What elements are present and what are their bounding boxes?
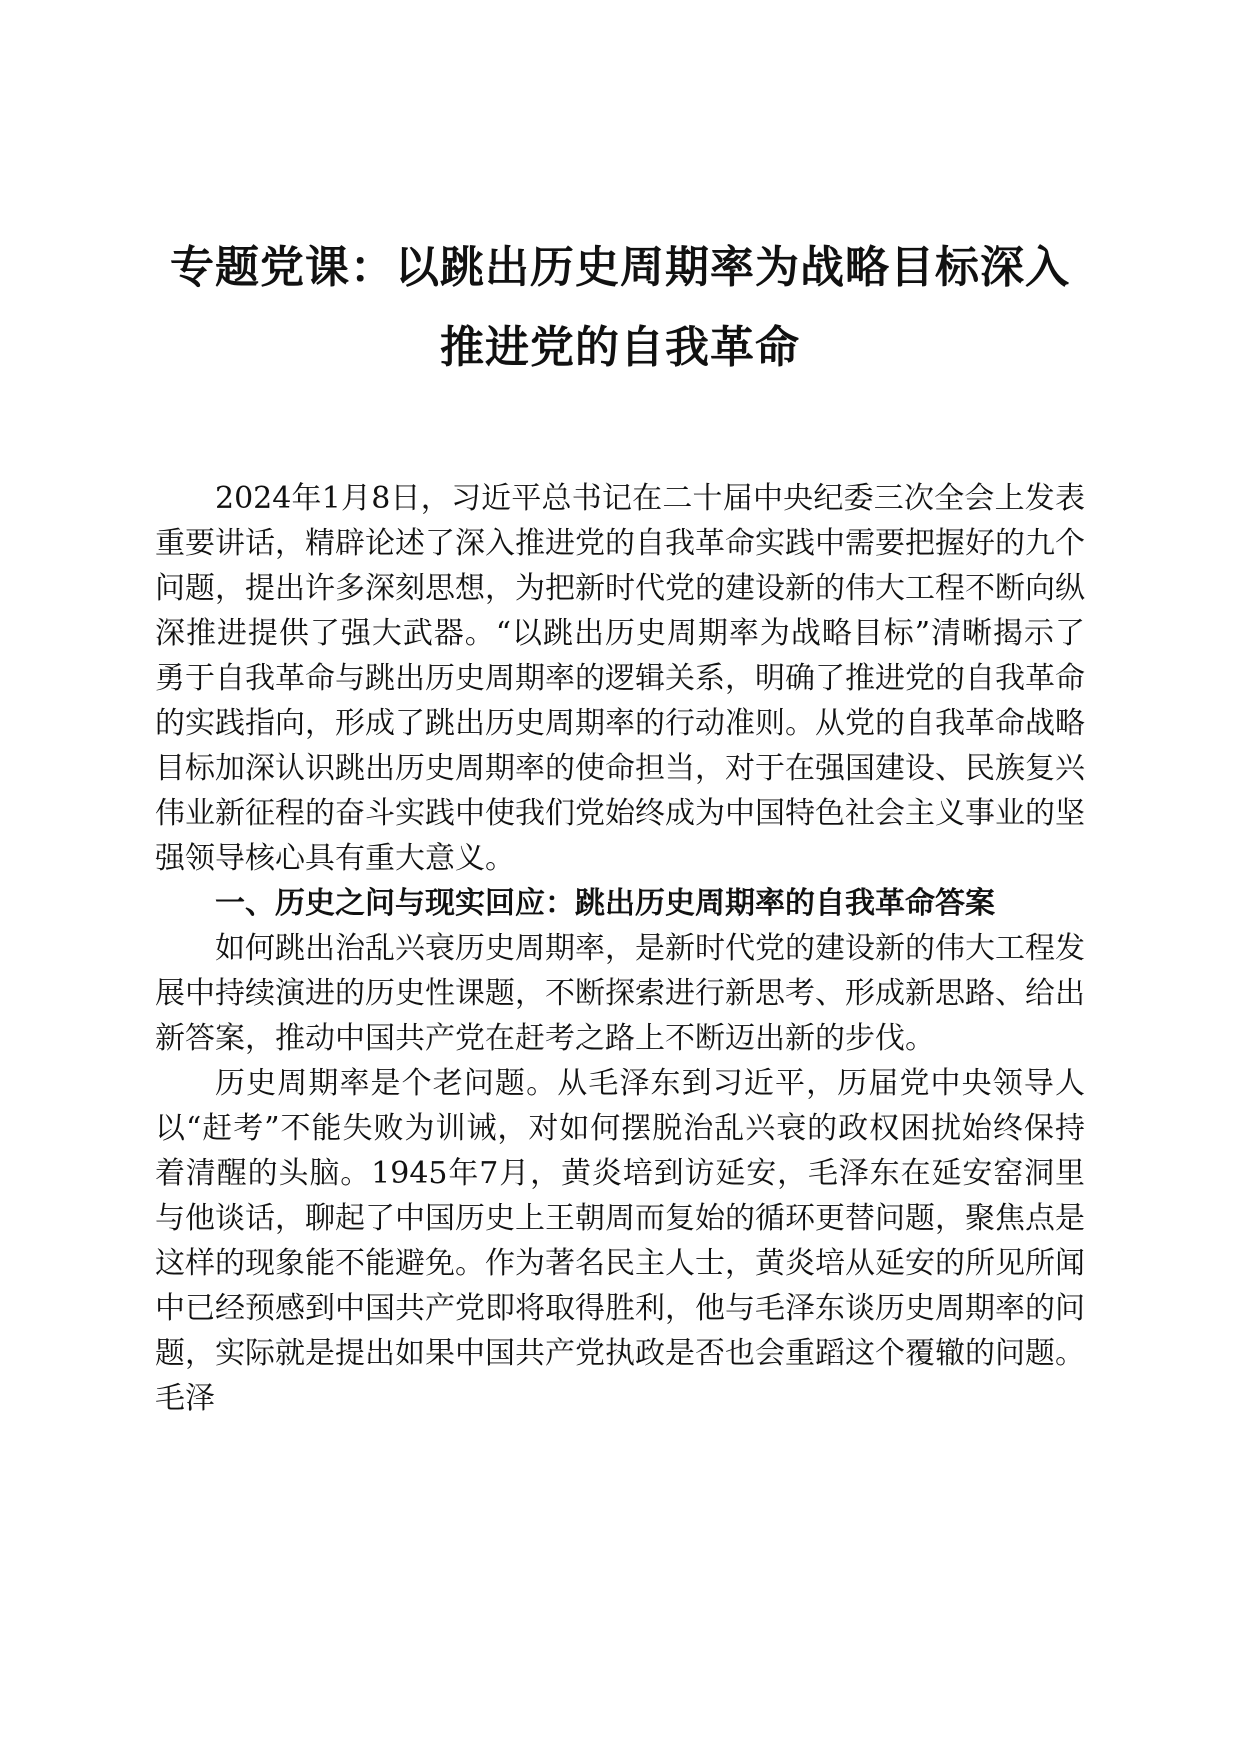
intro-paragraph: 2024年1月8日，习近平总书记在二十届中央纪委三次全会上发表重要讲话，精辟论述了深入推进党的自我革命实践中需要把握好的九个问题，提出许多深刻思想，为把新时代党的建设新的伟大工程不断向纵深推进提供了强大武器。“以跳出历史周期率为战略目标”清晰揭示了勇于自我革命与跳出历史周期率的逻辑关系，明确了推进党的自我革命的实践指向，形成了跳出历史周期率的行动准则。从党的自我革命战略目标加深认识跳出历史周期率的使命担当，对于在强国建设、民族复兴伟业新征程的奋斗实践中使我们党始终成为中国特色社会主义事业的坚强领导核心具有重大意义。: [155, 481, 1085, 876]
title-line-1: 专题党课：以跳出历史周期率为战略目标深入: [170, 242, 1070, 293]
body-paragraph-3: 历史周期率是个老问题。从毛泽东到习近平，历届党中央领导人以“赶考”不能失败为训诫，对如何摆脱治乱兴衰的政权困扰始终保持着清醒的头脑。1945年7月，黄炎培到访延安，毛泽东在延安窑洞里与他谈话，聊起了中国历史上王朝周而复始的循环更替问题，聚焦点是这样的现象能不能避免。作为著名民主人士，黄炎培从延安的所见所闻中已经预感到中国共产党即将取得胜利，他与毛泽东谈历史周期率的问题，实际就是提出如果中国共产党执政是否也会重蹈这个覆辙的问题。毛泽: [155, 1066, 1085, 1416]
document-title: [150, 228, 1090, 388]
document-body: [155, 476, 1085, 1421]
section-heading-1: 一、历史之问与现实回应：跳出历史周期率的自我革命答案: [215, 886, 995, 921]
title-line-2: 推进党的自我革命: [440, 322, 800, 373]
body-paragraph-2: 如何跳出治乱兴衰历史周期率，是新时代党的建设新的伟大工程发展中持续演进的历史性课题，不断探索进行新思考、形成新思路、给出新答案，推动中国共产党在赶考之路上不断迈出新的步伐。: [155, 931, 1085, 1056]
